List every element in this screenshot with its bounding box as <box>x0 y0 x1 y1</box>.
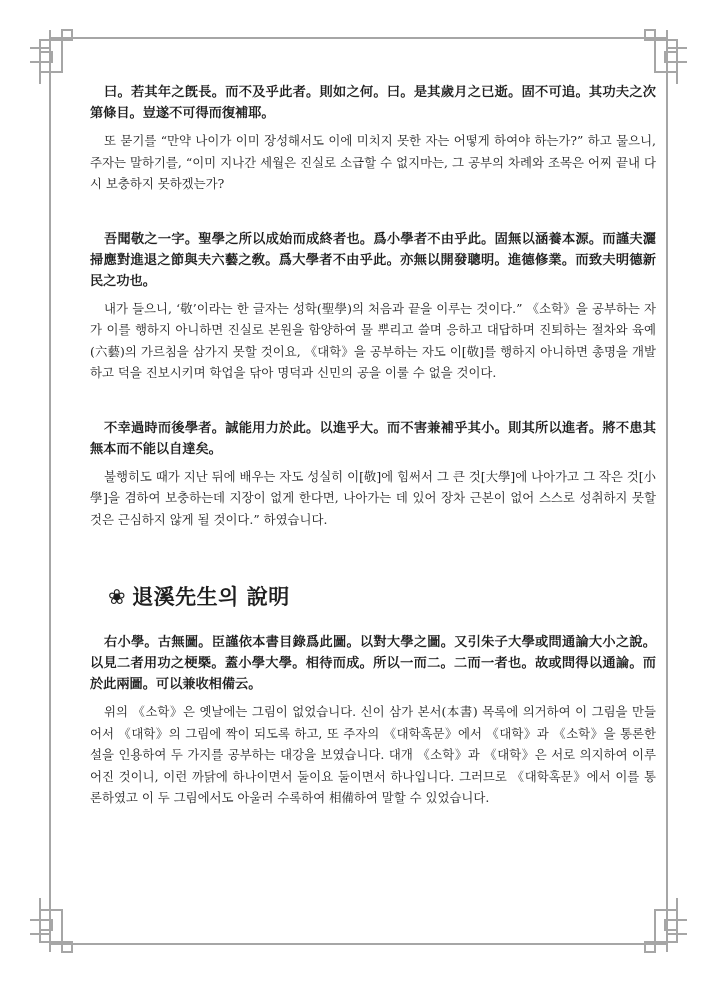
page-body <box>90 82 656 809</box>
translation-text-1: 또 묻기를 “만약 나이가 이미 장성해서도 이에 미치지 못한 자는 어떻게 하여야 하는가?” 하고 물으니, 주자는 말하기를, “이미 지나간 세월은 진실로 소급할 수 없지마는, 그 공부의 차례와 조목은 어찌 끝내 다시 보충하지 못하겠는가? <box>90 133 656 191</box>
classical-text-2: 吾聞敬之一字。聖學之所以成始而成終者也。爲小學者不由乎此。固無以涵養本源。而謹夫灑掃應對進退之節與夫六藝之敎。爲大學者不由乎此。亦無以開發聰明。進德修業。而致夫明德新民之功也。 <box>90 231 656 289</box>
classical-text-3: 不幸過時而後學者。誠能用力於此。以進乎大。而不害兼補乎其小。則其所以進者。將不患其無本而不能以自達矣。 <box>90 420 656 457</box>
section-heading <box>108 584 656 610</box>
translation-text-3: 불행히도 때가 지난 뒤에 배우는 자도 성실히 이[敬]에 힘써서 그 큰 것[大學]에 나아가고 그 작은 것[小學]을 겸하여 보충하는데 지장이 없게 한다면, 나아가는 데 있어 장차 근본이 없어 스스로 성취하지 못할 것은 근심하지 않게 될 것이다.” 하였습니다. <box>90 468 656 527</box>
classical-text-4: 右小學。古無圖。臣謹依本書目錄爲此圖。以對大學之圖。又引朱子大學或問通論大小之說。以見二者用功之梗槩。蓋小學大學。相待而成。所以一而二。二而一者也。故或問得以通論。而於此兩圖。可以兼收相備云。 <box>90 635 656 692</box>
translation-text-2: 내가 들으니, ‘敬’이라는 한 글자는 성학(聖學)의 처음과 끝을 이루는 것이다.” 《소학》을 공부하는 자가 이를 행하지 아니하면 진실로 본원을 함양하여 물 뿌리고 쓸며 응하고 대답하며 진퇴하는 절차와 육예(六藝)의 가르침을 삼가지 못할 것이요, 《대학》을 공부하는 자도 이[敬]를 행하지 아니하면 총명을 개발하고 덕을 진보시키며 학업을 닦아 명덕과 신민의 공을 이룰 수 없을 것이다. <box>90 300 656 380</box>
section-title: 退溪先生의 說明 <box>132 584 290 609</box>
flower-icon: ❀ <box>108 585 127 609</box>
classical-text-1: 曰。若其年之旣長。而不及乎此者。則如之何。曰。是其歲月之已逝。固不可追。其功夫之次第條目。豈遂不可得而復補耶。 <box>90 85 656 121</box>
translation-text-4: 위의 《소학》은 옛날에는 그림이 없었습니다. 신이 삼가 본서(本書) 목록에 의거하여 이 그림을 만들어서 《대학》의 그림에 짝이 되도록 하고, 또 주자의 《대학혹문》에서 《대학》과 《소학》을 통론한 설을 인용하여 두 가지를 공부하는 대강을 보였습니다. 대개 《소학》과 《대학》은 서로 의지하여 이루어진 것이니, 이런 까닭에 하나이면서 둘이요 둘이면서 하나입니다. 그러므로 《대학혹문》에서 이를 통론하였고 이 두 그림에서도 아울러 수록하여 相備하여 말할 수 있었습니다. <box>90 704 656 805</box>
